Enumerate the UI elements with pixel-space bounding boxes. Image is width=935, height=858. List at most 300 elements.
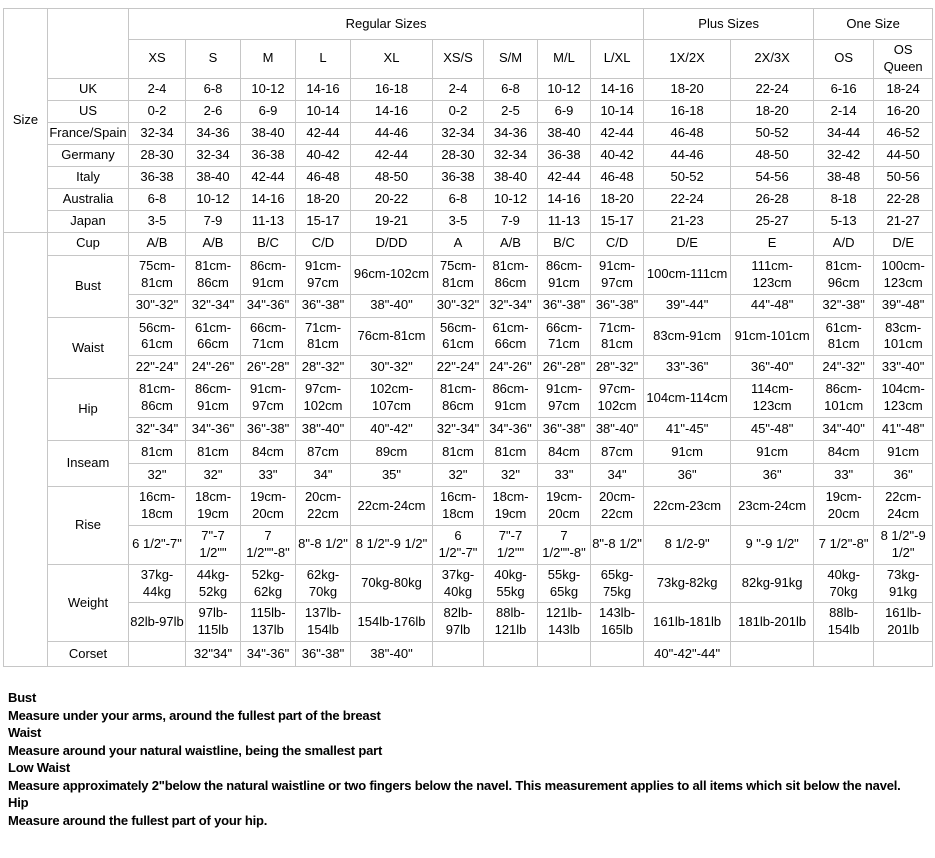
size-value-cell: 40-42 [591,144,644,166]
metric-value-cell: 19cm-20cm [241,487,296,526]
imperial-value-cell: 36"-38" [538,294,591,317]
metric-value-cell: 102cm-107cm [351,379,433,418]
size-value-cell: 21-27 [874,210,933,232]
size-value-cell: 10-14 [296,100,351,122]
size-value-cell: 6-8 [484,78,538,100]
imperial-value-cell: 30"-32" [351,356,433,379]
size-header: XS/S [433,40,484,79]
size-value-cell: 32-34 [433,122,484,144]
corset-value-cell [874,642,933,667]
size-value-cell: 3-5 [129,210,186,232]
size-value-cell: 42-44 [296,122,351,144]
size-value-cell: 15-17 [296,210,351,232]
metric-value-cell: 91cm-97cm [241,379,296,418]
size-value-cell: 15-17 [591,210,644,232]
corset-value-cell [731,642,814,667]
size-header: L/XL [591,40,644,79]
imperial-value-cell: 121lb-143lb [538,603,591,642]
metric-value-cell: 75cm-81cm [433,255,484,294]
metric-value-cell: 61cm-66cm [484,317,538,356]
size-value-cell: 6-16 [814,78,874,100]
metric-value-cell: 97cm-102cm [296,379,351,418]
metric-value-cell: 44kg-52kg [186,564,241,603]
metric-value-cell: 86cm-91cm [186,379,241,418]
imperial-value-cell: 22"-24" [129,356,186,379]
corset-value-cell [129,642,186,667]
metric-value-cell: 114cm-123cm [731,379,814,418]
imperial-value-cell: 154lb-176lb [351,603,433,642]
metric-value-cell: 91cm-97cm [591,255,644,294]
cup-value-cell: B/C [538,232,591,255]
size-value-cell: 16-18 [644,100,731,122]
imperial-value-cell: 9 "-9 1/2" [731,525,814,564]
row-label: Hip [48,379,129,441]
row-label: Germany [48,144,129,166]
metric-value-cell: 66cm-71cm [241,317,296,356]
note-text-waist: Measure around your natural waistline, being the smallest part [8,742,383,758]
cup-value-cell: C/D [296,232,351,255]
size-value-cell: 11-13 [538,210,591,232]
metric-value-cell: 83cm-101cm [874,317,933,356]
metric-value-cell: 83cm-91cm [644,317,731,356]
metric-value-cell: 81cm [433,441,484,464]
metric-value-cell: 37kg-44kg [129,564,186,603]
metric-value-cell: 61cm-66cm [186,317,241,356]
metric-value-cell: 62kg-70kg [296,564,351,603]
metric-value-cell: 84cm [814,441,874,464]
imperial-value-cell: 8"-8 1/2" [591,525,644,564]
size-value-cell: 46-48 [296,166,351,188]
imperial-value-cell: 30"-32" [129,294,186,317]
metric-value-cell: 91cm [874,441,933,464]
size-value-cell: 10-12 [484,188,538,210]
size-value-cell: 6-9 [241,100,296,122]
size-value-cell: 46-48 [644,122,731,144]
size-group-header: One Size [814,9,933,40]
size-value-cell: 18-24 [874,78,933,100]
imperial-value-cell: 33" [538,464,591,487]
cup-value-cell: A/B [186,232,241,255]
imperial-value-cell: 88lb-121lb [484,603,538,642]
metric-value-cell: 87cm [591,441,644,464]
size-value-cell: 42-44 [591,122,644,144]
imperial-value-cell: 24"-26" [484,356,538,379]
size-value-cell: 0-2 [433,100,484,122]
size-value-cell: 2-4 [129,78,186,100]
cup-value-cell: D/E [644,232,731,255]
imperial-value-cell: 32" [484,464,538,487]
size-value-cell: 2-4 [433,78,484,100]
corset-value-cell [538,642,591,667]
imperial-value-cell: 32" [129,464,186,487]
imperial-value-cell: 181lb-201lb [731,603,814,642]
imperial-value-cell: 7 1/2""-8" [538,525,591,564]
row-label: France/Spain [48,122,129,144]
metric-value-cell: 96cm-102cm [351,255,433,294]
size-value-cell: 6-9 [538,100,591,122]
size-header: S [186,40,241,79]
size-group-header: Regular Sizes [129,9,644,40]
imperial-value-cell: 28"-32" [296,356,351,379]
metric-value-cell: 91cm-97cm [296,255,351,294]
imperial-value-cell: 137lb-154lb [296,603,351,642]
size-value-cell: 10-12 [186,188,241,210]
size-group-header: Plus Sizes [644,9,814,40]
imperial-value-cell: 36"-38" [296,294,351,317]
size-value-cell: 0-2 [129,100,186,122]
row-label: Italy [48,166,129,188]
corset-value-cell: 36"-38" [296,642,351,667]
size-value-cell: 10-12 [241,78,296,100]
metric-value-cell: 86cm-101cm [814,379,874,418]
cup-value-cell: A/B [484,232,538,255]
size-value-cell: 40-42 [296,144,351,166]
imperial-value-cell: 7 1/2""-8" [241,525,296,564]
row-label: Japan [48,210,129,232]
size-value-cell: 38-40 [186,166,241,188]
cup-value-cell: D/DD [351,232,433,255]
metric-value-cell: 19cm-20cm [538,487,591,526]
metric-value-cell: 40kg-70kg [814,564,874,603]
metric-value-cell: 75cm-81cm [129,255,186,294]
cup-value-cell: E [731,232,814,255]
imperial-value-cell: 32"-34" [433,418,484,441]
size-value-cell: 32-34 [484,144,538,166]
metric-value-cell: 81cm-86cm [484,255,538,294]
size-value-cell: 5-13 [814,210,874,232]
metric-value-cell: 71cm-81cm [591,317,644,356]
row-label: Inseam [48,441,129,487]
imperial-value-cell: 36" [731,464,814,487]
cup-value-cell: B/C [241,232,296,255]
imperial-value-cell: 26"-28" [241,356,296,379]
row-label: Corset [48,642,129,667]
corset-value-cell [484,642,538,667]
size-value-cell: 7-9 [484,210,538,232]
corset-value-cell: 40"-42"-44" [644,642,731,667]
metric-value-cell: 70kg-80kg [351,564,433,603]
row-label: Rise [48,487,129,565]
imperial-value-cell: 22"-24" [433,356,484,379]
metric-value-cell: 73kg-82kg [644,564,731,603]
size-value-cell: 32-42 [814,144,874,166]
metric-value-cell: 81cm [484,441,538,464]
size-value-cell: 38-40 [241,122,296,144]
imperial-value-cell: 30"-32" [433,294,484,317]
imperial-value-cell: 32"-38" [814,294,874,317]
imperial-value-cell: 115lb-137lb [241,603,296,642]
imperial-value-cell: 34"-36" [186,418,241,441]
row-label: UK [48,78,129,100]
size-value-cell: 3-5 [433,210,484,232]
imperial-value-cell: 45"-48" [731,418,814,441]
imperial-value-cell: 36" [874,464,933,487]
cup-value-cell: C/D [591,232,644,255]
metric-value-cell: 22cm-24cm [351,487,433,526]
metric-value-cell: 56cm-61cm [433,317,484,356]
size-value-cell: 44-46 [351,122,433,144]
note-heading-waist: Waist [8,725,42,741]
row-label: Bust [48,255,129,317]
corset-value-cell [814,642,874,667]
imperial-value-cell: 41"-48" [874,418,933,441]
size-value-cell: 19-21 [351,210,433,232]
size-value-cell: 10-12 [538,78,591,100]
imperial-value-cell: 36" [644,464,731,487]
imperial-value-cell: 40"-42" [351,418,433,441]
size-value-cell: 6-8 [129,188,186,210]
imperial-value-cell: 33"-40" [874,356,933,379]
metric-value-cell: 81cm-86cm [186,255,241,294]
row-label: Waist [48,317,129,379]
metric-value-cell: 100cm-111cm [644,255,731,294]
size-value-cell: 38-40 [484,166,538,188]
imperial-value-cell: 161lb-181lb [644,603,731,642]
note-text-low-waist: Measure approximately 2"below the natural waistline or two fingers below the navel. This measurement applies to all items which sit below the navel. [8,777,901,793]
note-text-hip: Measure around the fullest part of your hip. [8,812,268,828]
size-value-cell: 42-44 [241,166,296,188]
size-header: OS Queen [874,40,933,79]
imperial-value-cell: 32" [186,464,241,487]
size-value-cell: 32-34 [129,122,186,144]
imperial-value-cell: 36"-38" [591,294,644,317]
metric-value-cell: 91cm-101cm [731,317,814,356]
size-value-cell: 2-6 [186,100,241,122]
size-header: XL [351,40,433,79]
size-value-cell: 18-20 [731,100,814,122]
imperial-value-cell: 36"-40" [731,356,814,379]
imperial-value-cell: 34" [591,464,644,487]
row-label: Australia [48,188,129,210]
imperial-value-cell: 41"-45" [644,418,731,441]
row-label: US [48,100,129,122]
corset-value-cell: 34"-36" [241,642,296,667]
cup-value-cell: A [433,232,484,255]
size-value-cell: 48-50 [731,144,814,166]
imperial-value-cell: 34"-36" [241,294,296,317]
imperial-value-cell: 7"-7 1/2"" [484,525,538,564]
cup-value-cell: A/B [129,232,186,255]
imperial-value-cell: 33"-36" [644,356,731,379]
metric-value-cell: 104cm-114cm [644,379,731,418]
size-value-cell: 21-23 [644,210,731,232]
size-value-cell: 46-48 [591,166,644,188]
imperial-value-cell: 24"-26" [186,356,241,379]
size-value-cell: 28-30 [433,144,484,166]
size-value-cell: 7-9 [186,210,241,232]
size-header: M [241,40,296,79]
size-value-cell: 26-28 [731,188,814,210]
imperial-value-cell: 97lb-115lb [186,603,241,642]
size-value-cell: 16-18 [351,78,433,100]
size-value-cell: 8-18 [814,188,874,210]
size-corner-label: Size [4,9,48,233]
size-value-cell: 10-14 [591,100,644,122]
metric-value-cell: 71cm-81cm [296,317,351,356]
size-value-cell: 38-48 [814,166,874,188]
size-value-cell: 28-30 [129,144,186,166]
metric-value-cell: 73kg-91kg [874,564,933,603]
size-value-cell: 46-52 [874,122,933,144]
size-value-cell: 6-8 [186,78,241,100]
imperial-value-cell: 161lb-201lb [874,603,933,642]
corset-value-cell: 38"-40" [351,642,433,667]
imperial-value-cell: 8 1/2-9" [644,525,731,564]
size-value-cell: 25-27 [731,210,814,232]
size-value-cell: 18-20 [644,78,731,100]
size-value-cell: 50-52 [731,122,814,144]
imperial-value-cell: 8 1/2"-9 1/2" [874,525,933,564]
left-spacer [4,232,48,666]
imperial-value-cell: 26"-28" [538,356,591,379]
imperial-value-cell: 36"-38" [538,418,591,441]
metric-value-cell: 86cm-91cm [484,379,538,418]
imperial-value-cell: 7"-7 1/2"" [186,525,241,564]
imperial-value-cell: 32"-34" [484,294,538,317]
size-value-cell: 34-44 [814,122,874,144]
imperial-value-cell: 38"-40" [591,418,644,441]
size-value-cell: 32-34 [186,144,241,166]
metric-value-cell: 40kg-55kg [484,564,538,603]
imperial-value-cell: 24"-32" [814,356,874,379]
size-value-cell: 16-20 [874,100,933,122]
imperial-value-cell: 28"-32" [591,356,644,379]
size-value-cell: 18-20 [296,188,351,210]
size-chart-table [3,8,933,667]
metric-value-cell: 19cm-20cm [814,487,874,526]
imperial-value-cell: 6 1/2"-7" [433,525,484,564]
metric-value-cell: 16cm-18cm [433,487,484,526]
size-value-cell: 14-16 [591,78,644,100]
imperial-value-cell: 32"-34" [186,294,241,317]
size-header: M/L [538,40,591,79]
row-label: Weight [48,564,129,642]
imperial-value-cell: 33" [241,464,296,487]
metric-value-cell: 81cm-86cm [129,379,186,418]
size-header: XS [129,40,186,79]
metric-value-cell: 20cm-22cm [591,487,644,526]
imperial-value-cell: 39"-48" [874,294,933,317]
imperial-value-cell: 39"-44" [644,294,731,317]
metric-value-cell: 65kg-75kg [591,564,644,603]
metric-value-cell: 84cm [241,441,296,464]
note-heading-hip: Hip [8,795,29,811]
metric-value-cell: 81cm-96cm [814,255,874,294]
size-value-cell: 14-16 [351,100,433,122]
note-text-bust: Measure under your arms, around the fullest part of the breast [8,707,381,723]
size-value-cell: 54-56 [731,166,814,188]
size-value-cell: 36-38 [129,166,186,188]
corset-value-cell [591,642,644,667]
imperial-value-cell: 7 1/2"-8" [814,525,874,564]
imperial-value-cell: 34"-40" [814,418,874,441]
size-value-cell: 18-20 [591,188,644,210]
cup-value-cell: D/E [874,232,933,255]
corset-value-cell: 32"34" [186,642,241,667]
size-value-cell: 36-38 [538,144,591,166]
imperial-value-cell: 36"-38" [241,418,296,441]
metric-value-cell: 91cm-97cm [538,379,591,418]
size-value-cell: 2-14 [814,100,874,122]
metric-value-cell: 100cm-123cm [874,255,933,294]
size-header: 1X/2X [644,40,731,79]
metric-value-cell: 18cm-19cm [186,487,241,526]
metric-value-cell: 37kg-40kg [433,564,484,603]
imperial-value-cell: 8"-8 1/2" [296,525,351,564]
size-value-cell: 44-50 [874,144,933,166]
size-value-cell: 6-8 [433,188,484,210]
metric-value-cell: 86cm-91cm [538,255,591,294]
metric-value-cell: 20cm-22cm [296,487,351,526]
imperial-value-cell: 38"-40" [296,418,351,441]
metric-value-cell: 18cm-19cm [484,487,538,526]
size-value-cell: 22-28 [874,188,933,210]
size-value-cell: 50-52 [644,166,731,188]
size-value-cell: 42-44 [351,144,433,166]
size-value-cell: 14-16 [296,78,351,100]
imperial-value-cell: 32"-34" [129,418,186,441]
imperial-value-cell: 6 1/2"-7" [129,525,186,564]
metric-value-cell: 56cm-61cm [129,317,186,356]
imperial-value-cell: 34" [296,464,351,487]
metric-value-cell: 81cm [186,441,241,464]
size-value-cell: 34-36 [186,122,241,144]
size-value-cell: 14-16 [241,188,296,210]
size-value-cell: 36-38 [241,144,296,166]
size-header: 2X/3X [731,40,814,79]
corner-spacer [48,9,129,79]
metric-value-cell: 23cm-24cm [731,487,814,526]
metric-value-cell: 55kg-65kg [538,564,591,603]
metric-value-cell: 89cm [351,441,433,464]
size-value-cell: 34-36 [484,122,538,144]
metric-value-cell: 86cm-91cm [241,255,296,294]
size-value-cell: 22-24 [644,188,731,210]
metric-value-cell: 52kg-62kg [241,564,296,603]
metric-value-cell: 66cm-71cm [538,317,591,356]
note-heading-low-waist: Low Waist [8,760,70,776]
metric-value-cell: 97cm-102cm [591,379,644,418]
metric-value-cell: 81cm-86cm [433,379,484,418]
imperial-value-cell: 38"-40" [351,294,433,317]
imperial-value-cell: 88lb-154lb [814,603,874,642]
metric-value-cell: 76cm-81cm [351,317,433,356]
imperial-value-cell: 82lb-97lb [433,603,484,642]
metric-value-cell: 91cm [644,441,731,464]
size-value-cell: 14-16 [538,188,591,210]
metric-value-cell: 22cm-24cm [874,487,933,526]
metric-value-cell: 91cm [731,441,814,464]
size-value-cell: 11-13 [241,210,296,232]
imperial-value-cell: 143lb-165lb [591,603,644,642]
imperial-value-cell: 44"-48" [731,294,814,317]
imperial-value-cell: 82lb-97lb [129,603,186,642]
size-value-cell: 38-40 [538,122,591,144]
row-label: Cup [48,232,129,255]
size-value-cell: 36-38 [433,166,484,188]
measurement-notes [3,689,935,829]
size-value-cell: 50-56 [874,166,933,188]
imperial-value-cell: 33" [814,464,874,487]
size-chart-body [4,9,933,667]
imperial-value-cell: 8 1/2"-9 1/2" [351,525,433,564]
size-header: OS [814,40,874,79]
metric-value-cell: 81cm [129,441,186,464]
size-value-cell: 44-46 [644,144,731,166]
corset-value-cell [433,642,484,667]
size-value-cell: 2-5 [484,100,538,122]
metric-value-cell: 104cm-123cm [874,379,933,418]
